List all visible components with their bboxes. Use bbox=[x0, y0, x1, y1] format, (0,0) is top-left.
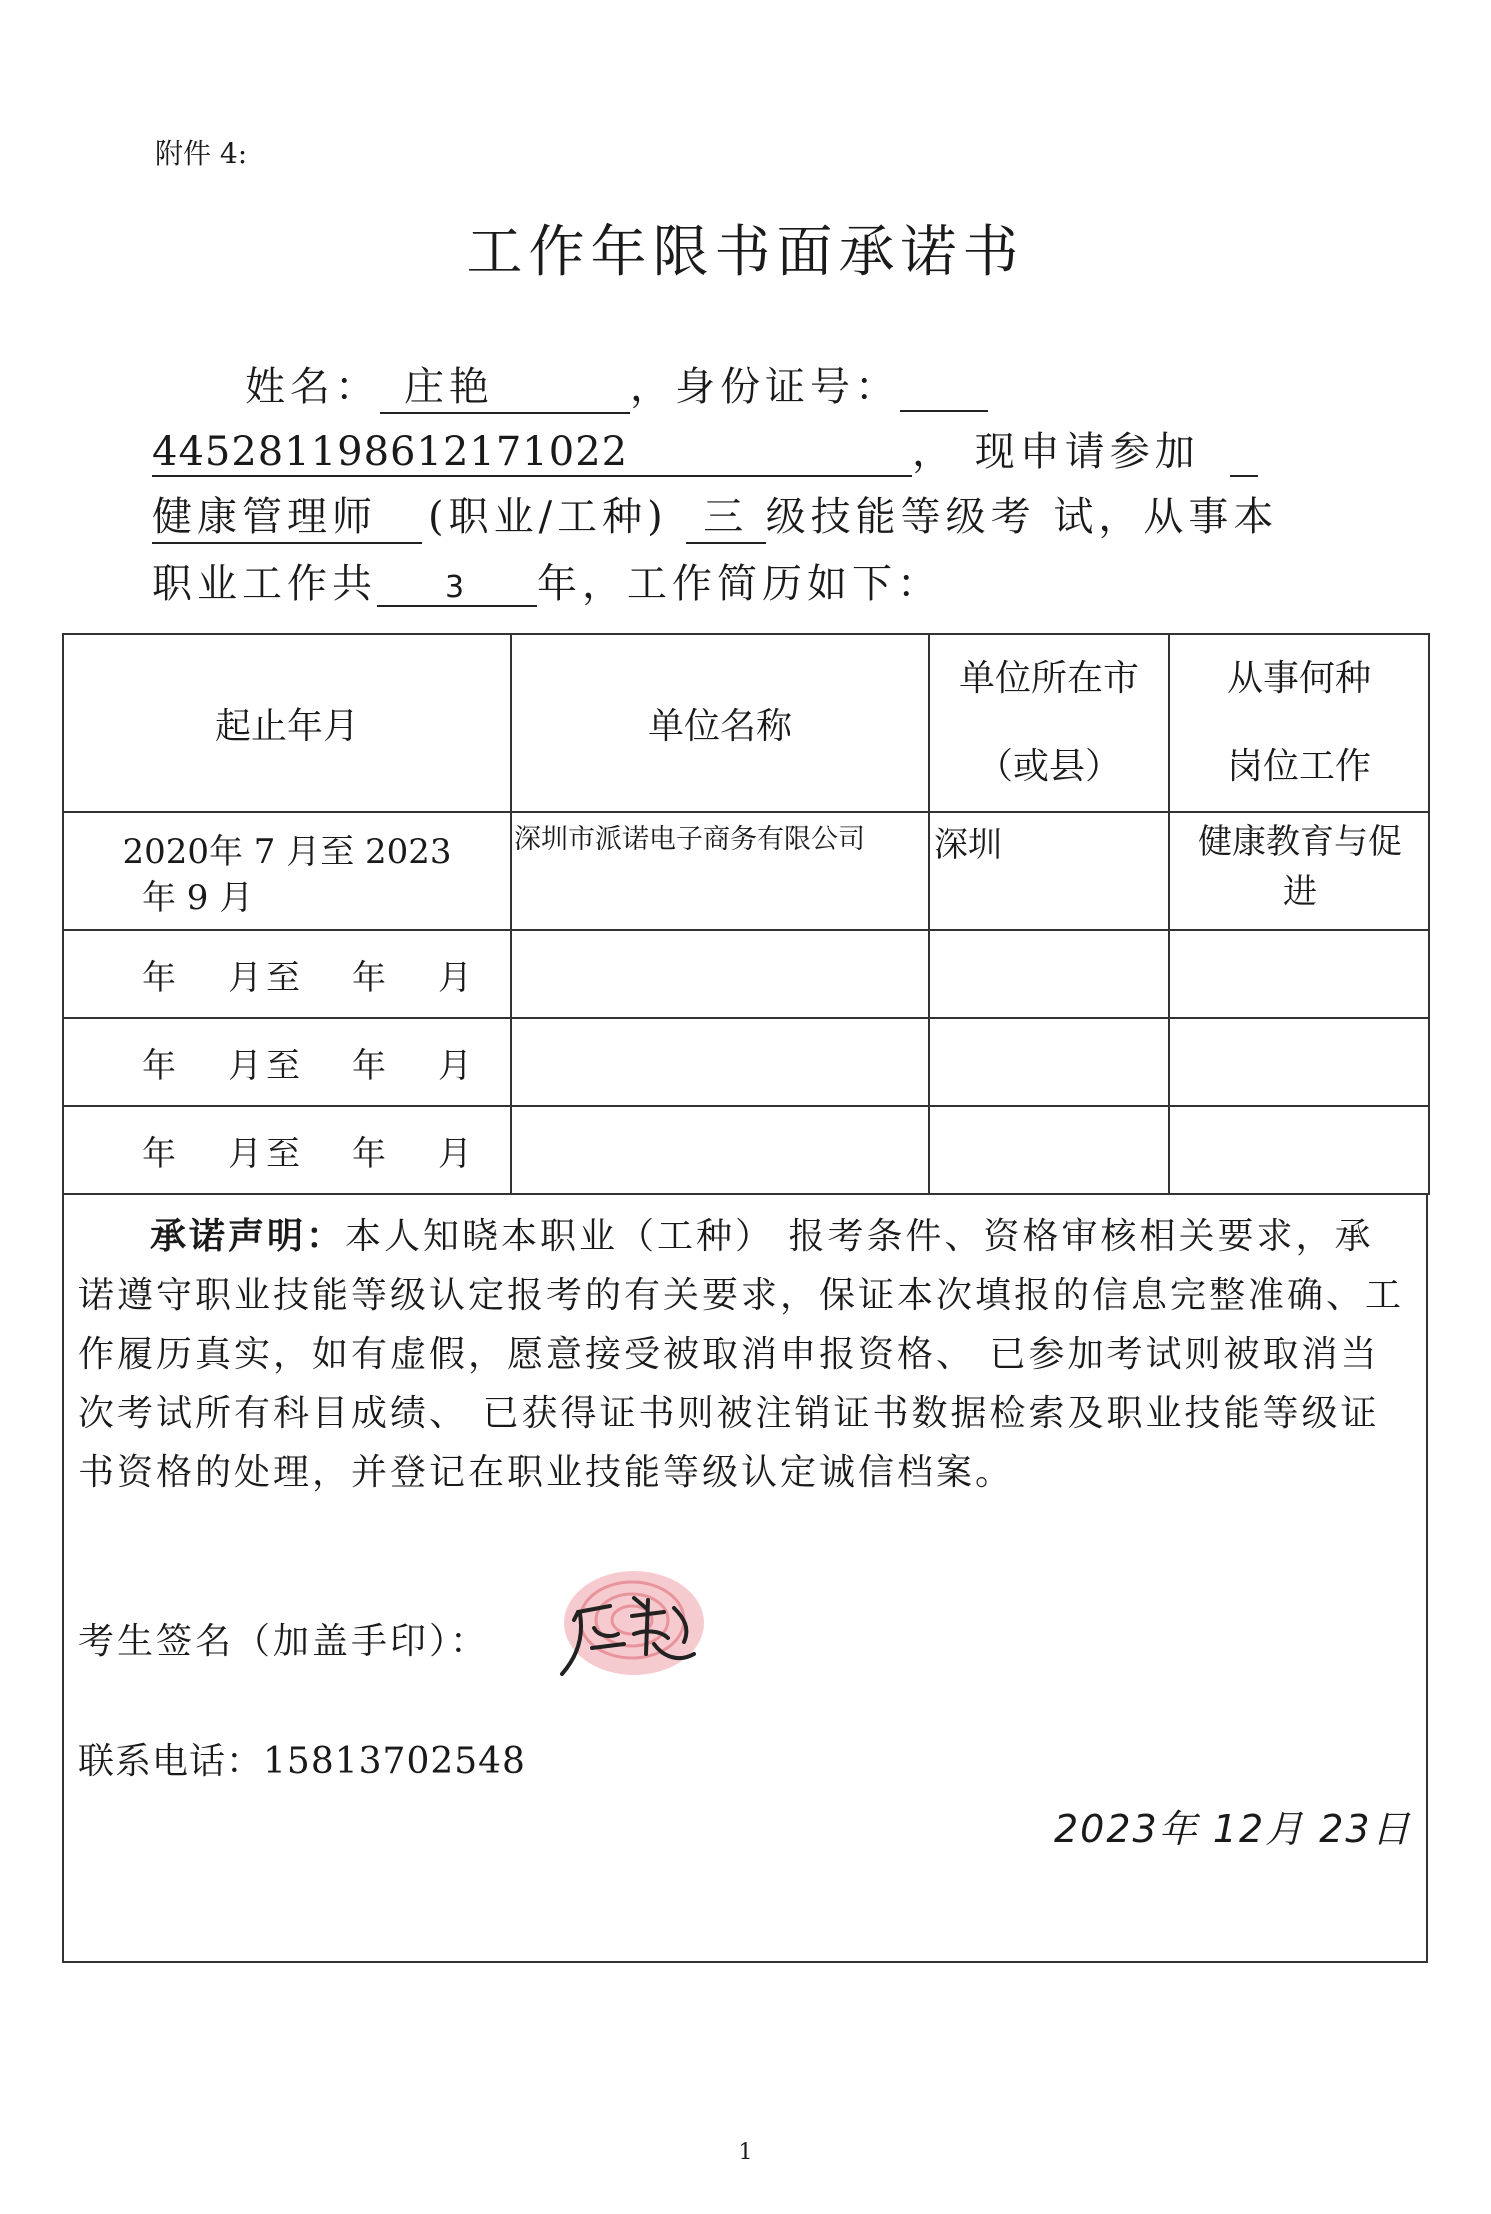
table-row bbox=[63, 930, 1429, 1018]
occupation-value: 健康管理师 bbox=[152, 485, 422, 544]
row1-period-line1: 2020年 7 月至 2023 bbox=[122, 832, 452, 872]
intro-line-2 bbox=[152, 420, 1258, 477]
header-company: 单位名称 bbox=[511, 634, 929, 812]
row3-city bbox=[929, 1018, 1169, 1106]
table-row bbox=[63, 1018, 1429, 1106]
intro-line-1 bbox=[245, 355, 988, 414]
row2-role bbox=[1169, 930, 1429, 1018]
header-city-line2: （或县） bbox=[976, 746, 1121, 787]
id-blank-start bbox=[900, 364, 988, 412]
page-number: 1 bbox=[738, 2140, 753, 2165]
row1-period bbox=[63, 812, 511, 930]
row3-company bbox=[511, 1018, 929, 1106]
row2-period: 年 月至 年 月 bbox=[63, 930, 511, 1018]
apply-blank bbox=[1230, 429, 1258, 477]
row4-company bbox=[511, 1106, 929, 1194]
occupation-suffix: (职业/工种) bbox=[428, 494, 668, 540]
signature-label: 考生签名（加盖手印）： bbox=[78, 1621, 490, 1662]
level-suffix: 级技能等级考 试，从事本 bbox=[765, 494, 1279, 540]
id-label: ，身份证号： bbox=[630, 364, 900, 410]
phone-line bbox=[78, 1733, 526, 1784]
years-prefix: 职业工作共 bbox=[152, 561, 377, 607]
signature-fingerprint-image bbox=[514, 1558, 754, 1708]
attachment-label: 附件 4: bbox=[155, 137, 248, 170]
id-number-value: 445281198612171022 bbox=[152, 429, 912, 477]
header-city-line1: 单位所在市 bbox=[958, 658, 1139, 699]
row4-period: 年 月至 年 月 bbox=[63, 1106, 511, 1194]
declaration-text: 本人知晓本职业（工种） 报考条件、资格审核相关要求，承诺遵守职业技能等级认定报考的有关要求，保证本次填报的信息完整准确、工作履历真实，如有虚假，愿意接受被取消申报资格、 已参加考试则被取消当次考试所有科目成绩、 已获得证书则被注销证书数据检索及职业技能等级证书资格的处理，并登记在职业技能等级认定诚信档案。 bbox=[78, 1216, 1405, 1493]
header-period: 起止年月 bbox=[63, 634, 511, 812]
document-title: 工作年限书面承诺书 bbox=[466, 220, 1025, 285]
years-suffix: 年，工作简历如下： bbox=[537, 561, 942, 607]
row1-role: 健康教育与促进 bbox=[1169, 812, 1429, 930]
row4-role bbox=[1169, 1106, 1429, 1194]
name-value: 庄艳 bbox=[380, 355, 630, 414]
row3-role bbox=[1169, 1018, 1429, 1106]
table-row bbox=[63, 1106, 1429, 1194]
row1-period-line2: 年 9 月 bbox=[142, 878, 254, 918]
table-row bbox=[63, 812, 1429, 930]
signed-date: 2023年 12月 23日 bbox=[1054, 1807, 1412, 1851]
phone-value: 15813702548 bbox=[263, 1741, 526, 1782]
row2-city bbox=[929, 930, 1169, 1018]
years-value: 3 bbox=[377, 570, 537, 607]
header-role-line1: 从事何种 bbox=[1226, 658, 1371, 699]
declaration-box bbox=[62, 1193, 1428, 1963]
name-label: 姓名： bbox=[245, 364, 380, 410]
declaration-label: 承诺声明： bbox=[150, 1216, 346, 1257]
declaration-text-block bbox=[78, 1207, 1408, 1502]
table-header-row bbox=[63, 634, 1429, 812]
intro-line-3 bbox=[152, 485, 1278, 544]
header-city bbox=[929, 634, 1169, 812]
header-role bbox=[1169, 634, 1429, 812]
row3-period: 年 月至 年 月 bbox=[63, 1018, 511, 1106]
row1-company: 深圳市派诺电子商务有限公司 bbox=[511, 812, 929, 930]
apply-text: ， 现申请参加 bbox=[912, 429, 1200, 475]
header-role-line2: 岗位工作 bbox=[1226, 746, 1371, 787]
phone-label: 联系电话： bbox=[78, 1741, 264, 1782]
level-value: 三 bbox=[686, 485, 766, 544]
row1-city: 深圳 bbox=[929, 812, 1169, 930]
intro-line-4 bbox=[152, 552, 942, 609]
row4-city bbox=[929, 1106, 1169, 1194]
work-history-table bbox=[62, 633, 1430, 1195]
row2-company bbox=[511, 930, 929, 1018]
